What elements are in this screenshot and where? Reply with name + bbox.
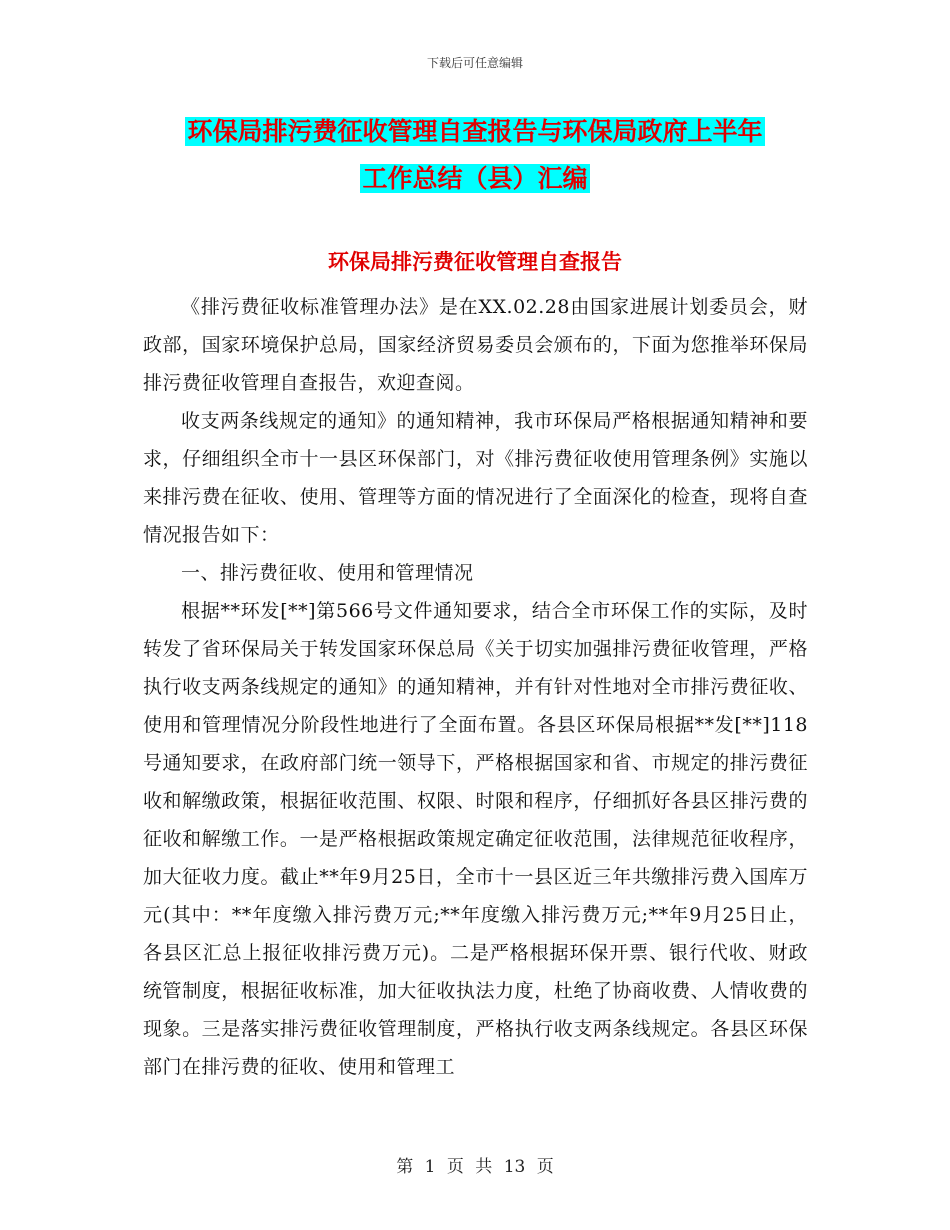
page-number: 第 1 页 共 13 页: [396, 1157, 554, 1177]
paragraph-notice: 收支两条线规定的通知》的通知精神，我市环保局严格根据通知精神和要求，仔细组织全市十一县区环保部门，对《排污费征收使用管理条例》实施以来排污费在征收、使用、管理等方面的情况进行了全面深化的检查，现将自查情况报告如下：: [143, 410, 808, 546]
paragraph-heading-1: 一、排污费征收、使用和管理情况: [181, 562, 474, 584]
section-title: 环保局排污费征收管理自查报告: [328, 250, 622, 274]
document-body: [143, 288, 808, 1086]
paragraph-intro: 《排污费征收标准管理办法》是在XX.02.28由国家进展计划委员会，财政部，国家环境保护总局，国家经济贸易委员会颁布的，下面为您推举环保局排污费征收管理自查报告，欢迎查阅。: [143, 296, 808, 394]
header-note: 下载后可任意编辑: [426, 56, 523, 70]
document-title: [100, 108, 850, 202]
document-title-line-1: 环保局排污费征收管理自查报告与环保局政府上半年: [187, 117, 763, 146]
document-title-line-2: 工作总结（县）汇编: [362, 164, 588, 193]
paragraph-details: 根据**环发[**]第566号文件通知要求，结合全市环保工作的实际，及时转发了省环保局关于转发国家环保总局《关于切实加强排污费征收管理，严格执行收支两条线规定的通知》的通知精神，并有针对性地对全市排污费征收、使用和管理情况分阶段性地进行了全面布置。各县区环保局根据**发[**]118号通知要求，在政府部门统一领导下，严格根据国家和省、市规定的排污费征收和解缴政策，根据征收范围、权限、时限和程序，仔细抓好各县区排污费的征收和解缴工作。一是严格根据政策规定确定征收范围，法律规范征收程序，加大征收力度。截止**年9月25日，全市十一县区近三年共缴排污费入国库万元(其中：**年度缴入排污费万元;**年度缴入排污费万元;**年9月25日止，各县区汇总上报征收排污费万元)。二是严格根据环保开票、银行代收、财政统管制度，根据征收标准，加大征收执法力度，杜绝了协商收费、人情收费的现象。三是落实排污费征收管理制度，严格执行收支两条线规定。各县区环保部门在排污费的征收、使用和管理工: [143, 600, 808, 1078]
